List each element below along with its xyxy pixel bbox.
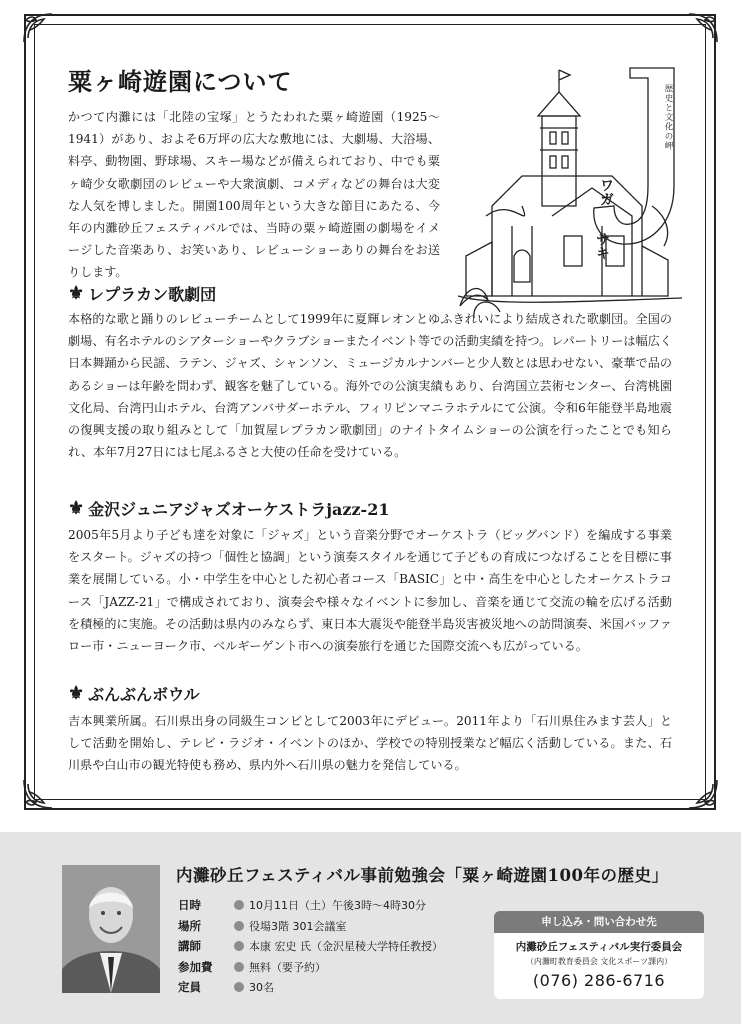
info-label: 参加費 bbox=[178, 959, 213, 974]
section-text-jazz21: 2005年5月より子ども達を対象に「ジャズ」という音楽分野でオーケストラ（ビッグバンド）を編成する事業をスタート。ジャズの持つ「個性と協調」という演奏スタイルを通じて子どもの育成につなげることを目標に事業を展開している。小・中学生を中心とした初心者コース「BASIC」と中・高生を中心としたオーケストラコース「JAZZ-21」で構成されており、演奏会や様々なイベントに参加し、音楽を通じて交流の輪を広げる活動を積極的に実施。その活動は県内のみならず、東日本大震災や能登半島災害被災地への訪問演奏、米国バッファロー市・ニューヨーク市、ベルギーゲント市への演奏旅行を通じた国際交流へも広がっている。 bbox=[68, 528, 672, 654]
info-value: 本康 宏史 氏（金沢星稜大学特任教授） bbox=[249, 940, 443, 954]
intro-paragraph: かつて内灘には「北陸の宝塚」とうたわれた粟ヶ崎遊園（1925～1941）があり、およそ6万坪の広大な敷地には、大劇場、大浴場、料亭、動物園、野球場、スキー場などが備えられており、中でも粟ヶ崎少女歌劇団のレビューや大衆演劇、コメディなどの舞台は大変な人気を博しました。開園100周年という大きな節目にあたる、今年の内灘砂丘フェスティバルでは、当時の粟ヶ崎遊園の劇場をイメージした音楽あり、お笑いあり、レビューショーありの舞台をお送りします。 bbox=[68, 110, 440, 280]
corner-ornament-icon bbox=[20, 10, 56, 46]
section-heading-text: ぶんぶんボウル bbox=[88, 685, 200, 704]
bullet-dot-icon bbox=[234, 982, 244, 992]
section-heading-bunbun bbox=[68, 682, 200, 705]
info-label: 日時 bbox=[178, 898, 201, 913]
section-heading-repurakan bbox=[68, 282, 216, 305]
fleur-de-lis-icon: ⚜ bbox=[68, 282, 85, 304]
info-label: 場所 bbox=[178, 918, 201, 933]
info-value: 10月11日（土）午後3時～4時30分 bbox=[249, 899, 426, 913]
corner-ornament-icon bbox=[20, 776, 56, 812]
bullet-dot-icon bbox=[234, 941, 244, 951]
section-heading-jazz21 bbox=[68, 497, 389, 520]
contact-phone[interactable]: (076) 286-6716 bbox=[532, 971, 666, 990]
illustration-caption: 歴史と文化の岬 bbox=[663, 84, 673, 151]
study-session-title: 内灘砂丘フェスティバル事前勉強会「粟ヶ崎遊園100年の歴史」 bbox=[176, 866, 669, 885]
contact-box bbox=[494, 911, 704, 999]
study-session-details bbox=[178, 895, 443, 998]
info-label: 定員 bbox=[178, 980, 201, 995]
info-value: 30名 bbox=[249, 981, 274, 995]
lecturer-photo bbox=[62, 865, 160, 993]
bullet-dot-icon bbox=[234, 900, 244, 910]
corner-ornament-icon bbox=[685, 10, 721, 46]
info-row-capacity bbox=[178, 977, 443, 998]
info-row-fee bbox=[178, 957, 443, 978]
page-title: 粟ヶ崎遊園について bbox=[68, 67, 293, 96]
fleur-de-lis-icon: ⚜ bbox=[68, 497, 85, 519]
info-row-lecturer bbox=[178, 936, 443, 957]
contact-organization: 内灘砂丘フェスティバル実行委員会 bbox=[515, 941, 683, 953]
contact-department: （内灘町教育委員会 文化スポーツ課内） bbox=[525, 957, 673, 966]
bullet-dot-icon bbox=[234, 921, 244, 931]
info-value: 役場3階 301会議室 bbox=[249, 919, 347, 933]
fleur-de-lis-icon: ⚜ bbox=[68, 682, 85, 704]
info-label: 講師 bbox=[178, 939, 201, 954]
section-heading-text: 金沢ジュニアジャズオーケストラjazz-21 bbox=[88, 500, 390, 519]
info-row-datetime bbox=[178, 895, 443, 916]
section-text-repurakan: 本格的な歌と踊りのレビューチームとして1999年に夏輝レオンとゆふきれいにより結成された歌劇団。全国の劇場、有名ホテルのシアターショーやクラブショーまたイベント等での活動実績を持つ。レパートリーは幅広く日本舞踊から民謡、ラテン、ジャズ、シャンソン、ミュージカルナンバーと少人数とは思わせない、豪華で品のあるショーは年齢を問わず、観客を魅了している。海外での公演実績もあり、台湾国立芸術センター、台湾桃園文化局、台湾円山ホテル、台湾アンバサダーホテル、フィリピンマニラホテルにて公演。令和6年能登半島地震の復興支援の取り組みとして「加賀屋レプラカン歌劇団」のナイトタイムショーの公演を行ったことでも知られ、本年7月27日には七尾ふるさと大使の任命を受けている。 bbox=[68, 312, 672, 460]
bullet-dot-icon bbox=[234, 962, 244, 972]
corner-ornament-icon bbox=[685, 776, 721, 812]
info-row-place bbox=[178, 916, 443, 937]
contact-header: 申し込み・問い合わせ先 bbox=[494, 911, 704, 933]
section-text-bunbun: 吉本興業所属。石川県出身の同級生コンビとして2003年にデビュー。2011年より「石川県住みます芸人」として活動を開始し、テレビ・ラジオ・イベントのほか、学校での特別授業など幅広く活動している。また、石川県や白山市の観光特使も務め、県内外へ石川県の魅力を発信している。 bbox=[68, 714, 672, 773]
illustration-saki-text: サキ bbox=[594, 232, 610, 260]
section-heading-text: レプラカン歌劇団 bbox=[88, 285, 217, 304]
info-value: 無料（要予約） bbox=[249, 960, 326, 974]
illustration-wa-text: ワガ bbox=[598, 178, 614, 206]
amusement-park-illustration bbox=[452, 56, 688, 326]
